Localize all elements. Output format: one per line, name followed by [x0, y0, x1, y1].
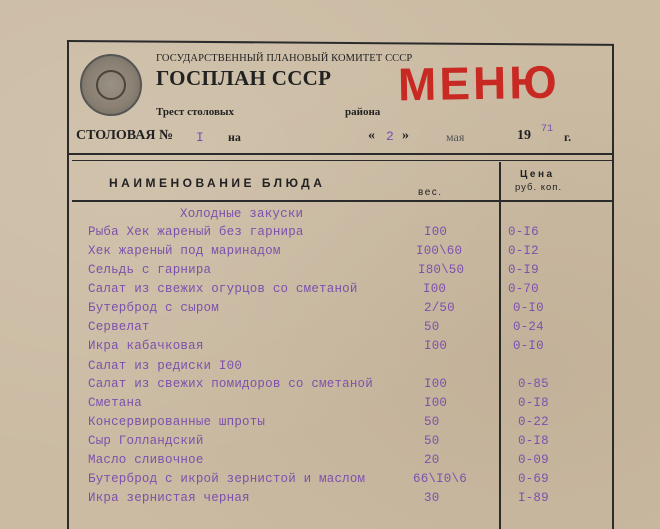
menu-stamp: МЕНЮ [397, 55, 561, 111]
menu-row [0, 453, 660, 472]
dish-name: Сметана [88, 396, 142, 410]
dish-price: 0-I0 [513, 301, 544, 315]
dish-price: I-89 [518, 491, 549, 505]
dish-name: Консервированные шпроты [88, 415, 266, 429]
date-day: 2 [386, 129, 394, 144]
dish-name: Масло сливочное [88, 453, 204, 467]
dish-weight: 50 [424, 434, 440, 448]
column-header-divider [72, 200, 612, 202]
na-label: на [228, 130, 241, 144]
dish-price: 0-85 [518, 377, 549, 391]
dish-price: 0-24 [513, 320, 544, 334]
year-g: г. [564, 130, 572, 144]
dish-name: Бутерброд с сыром [88, 301, 219, 315]
menu-row [0, 472, 660, 491]
dish-name: Сыр Голландский [88, 434, 204, 448]
dish-name: Сельдь с гарнира [88, 263, 212, 277]
dish-price: 0-I2 [508, 244, 539, 258]
dish-name: Салат из свежих помидоров со сметаной [88, 377, 373, 391]
menu-row [0, 434, 660, 453]
dish-price: 0-I0 [513, 339, 544, 353]
menu-row [0, 377, 660, 396]
dish-price: 0-I6 [508, 225, 539, 239]
dish-name: Икра кабачковая [88, 339, 204, 353]
dish-weight: 30 [424, 491, 440, 505]
dish-name: Рыба Хек жареный без гарнира [88, 225, 304, 239]
menu-row [0, 244, 660, 263]
trust-label: Трест столовых [156, 106, 235, 118]
dish-price: 0-09 [518, 453, 549, 467]
gosplan-title: ГОСПЛАН СССР [156, 66, 332, 90]
dish-name: Икра зернистая черная [88, 491, 250, 505]
dish-name: Салат из редиски I00 [88, 359, 243, 373]
column-header-weight: вес. [418, 187, 443, 198]
year-suffix: 71 [541, 124, 554, 135]
dish-price: 0-I8 [518, 396, 549, 410]
menu-row [0, 301, 660, 320]
menu-row [0, 282, 660, 301]
dish-weight: I00 [424, 377, 448, 391]
dish-weight: I80\50 [418, 263, 465, 277]
column-header-price-units: руб. коп. [515, 182, 563, 193]
dish-weight: 20 [424, 453, 440, 467]
section-title: Холодные закуски [180, 207, 304, 221]
dish-name: Салат из свежих огурцов со сметаной [88, 282, 358, 296]
dish-price: 0-70 [508, 282, 539, 296]
quote-open: « [368, 128, 375, 143]
menu-row [0, 320, 660, 339]
header-divider-thin [72, 160, 612, 161]
ussr-emblem-icon [80, 54, 142, 116]
dish-weight: I00\60 [416, 244, 463, 258]
dish-price: 0-22 [518, 415, 549, 429]
canteen-label: СТОЛОВАЯ № [76, 128, 174, 143]
dish-weight: 66\I0\6 [413, 472, 467, 486]
year-prefix: 19 [517, 128, 531, 143]
top-border [67, 40, 614, 46]
header-divider [67, 153, 614, 155]
quote-close: » [402, 128, 409, 143]
menu-row [0, 491, 660, 510]
dish-weight: 2/50 [424, 301, 455, 315]
column-header-price: Цена [520, 169, 555, 180]
dish-weight: I00 [424, 339, 448, 353]
dish-weight: I00 [423, 282, 447, 296]
column-header-name: НАИМЕНОВАНИЕ БЛЮДА [109, 176, 326, 190]
menu-row [0, 339, 660, 358]
menu-row [0, 225, 660, 244]
committee-title: ГОСУДАРСТВЕННЫЙ ПЛАНОВЫЙ КОМИТЕТ СССР [156, 53, 413, 64]
menu-row [0, 263, 660, 282]
menu-row [0, 359, 660, 378]
dish-name: Бутерброд с икрой зернистой и маслом [88, 472, 366, 486]
dish-price: 0-I8 [518, 434, 549, 448]
dish-name: Сервелат [88, 320, 150, 334]
dish-weight: 50 [424, 320, 440, 334]
dish-price: 0-I9 [508, 263, 539, 277]
dish-name: Хек жареный под маринадом [88, 244, 281, 258]
dish-weight: 50 [424, 415, 440, 429]
menu-row [0, 415, 660, 434]
canteen-number: I [196, 130, 204, 145]
menu-row [0, 396, 660, 415]
raion-label: района [345, 106, 381, 118]
dish-weight: I00 [424, 225, 448, 239]
dish-price: 0-69 [518, 472, 549, 486]
date-month: мая [446, 130, 465, 144]
dish-weight: I00 [424, 396, 448, 410]
